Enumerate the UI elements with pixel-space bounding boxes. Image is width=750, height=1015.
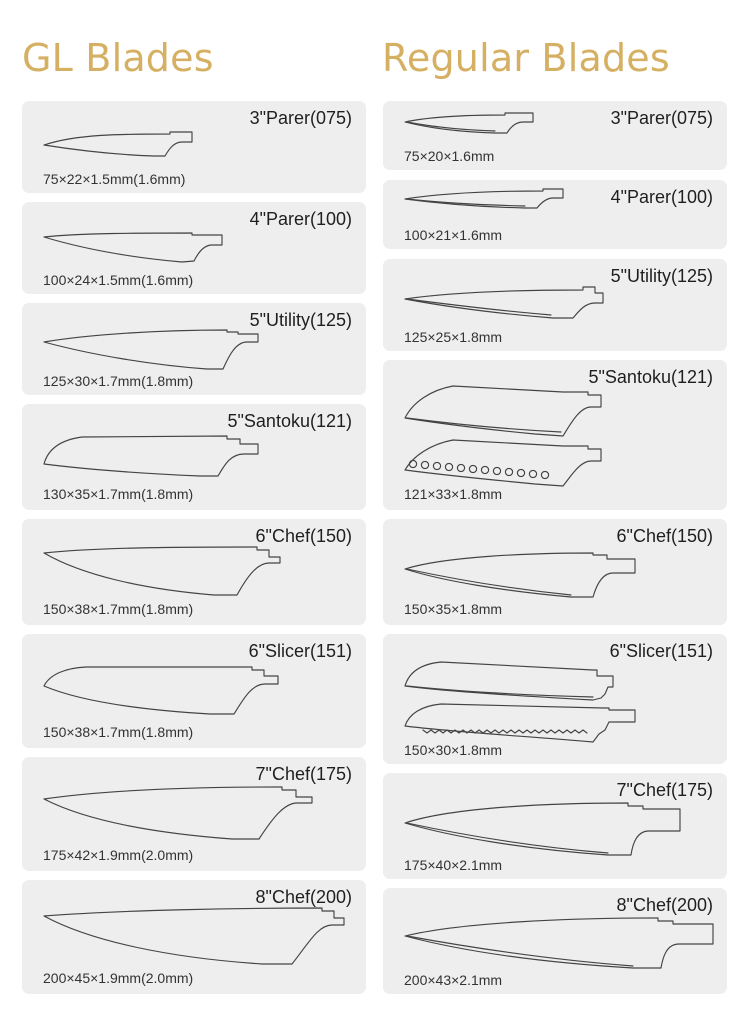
blade-name: 5"Santoku(121) [588, 367, 713, 387]
blade-dimensions: 125×30×1.7mm(1.8mm) [43, 373, 194, 389]
blade-dimensions: 150×38×1.7mm(1.8mm) [43, 601, 194, 617]
regular-blade-card-utility-125 [383, 259, 727, 351]
blade-dimensions: 121×33×1.8mm [404, 486, 503, 502]
regular-blade-card-slicer-151 [383, 634, 727, 764]
blade-name: 6"Chef(150) [255, 526, 352, 546]
blade-name: 3"Parer(075) [610, 108, 713, 128]
blade-dimensions: 75×22×1.5mm(1.6mm) [43, 171, 186, 187]
gl-blade-card-utility-125 [22, 303, 366, 395]
gl-blade-card-parer-075 [22, 101, 366, 193]
gl-blade-card-chef-175 [22, 757, 366, 871]
blade-dimensions: 125×25×1.8mm [404, 329, 503, 345]
regular-blades-title: Regular Blades [382, 36, 670, 80]
regular-blade-card-parer-100 [383, 180, 727, 249]
blade-dimensions: 200×43×2.1mm [404, 972, 503, 988]
gl-blade-card-santoku-121 [22, 404, 366, 510]
blade-name: 4"Parer(100) [249, 209, 352, 229]
blade-dimensions: 150×30×1.8mm [404, 742, 503, 758]
blade-dimensions: 175×42×1.9mm(2.0mm) [43, 847, 194, 863]
blade-dimensions: 100×21×1.6mm [404, 227, 503, 243]
gl-blades-title: GL Blades [22, 36, 214, 80]
blade-name: 7"Chef(175) [616, 780, 713, 800]
gl-blade-card-slicer-151 [22, 634, 366, 748]
gl-blade-card-parer-100 [22, 202, 366, 294]
blade-dimensions: 175×40×2.1mm [404, 857, 503, 873]
gl-blade-card-chef-150 [22, 519, 366, 625]
blade-dimensions: 130×35×1.7mm(1.8mm) [43, 486, 194, 502]
regular-blade-card-chef-150 [383, 519, 727, 625]
blade-name: 5"Utility(125) [249, 310, 352, 330]
blade-name: 5"Santoku(121) [227, 411, 352, 431]
blade-name: 4"Parer(100) [610, 187, 713, 207]
blade-dimensions: 75×20×1.6mm [404, 148, 495, 164]
gl-blade-card-chef-200 [22, 880, 366, 994]
blade-name: 7"Chef(175) [255, 764, 352, 784]
blade-name: 6"Slicer(151) [248, 641, 352, 661]
blade-name: 3"Parer(075) [249, 108, 352, 128]
blade-dimensions: 200×45×1.9mm(2.0mm) [43, 970, 194, 986]
regular-blade-card-chef-175 [383, 773, 727, 879]
regular-blade-card-chef-200 [383, 888, 727, 994]
regular-blade-card-santoku-121 [383, 360, 727, 510]
blade-name: 5"Utility(125) [610, 266, 713, 286]
blade-name: 8"Chef(200) [255, 887, 352, 907]
blade-name: 8"Chef(200) [616, 895, 713, 915]
blade-dimensions: 100×24×1.5mm(1.6mm) [43, 272, 194, 288]
regular-blade-card-parer-075 [383, 101, 727, 170]
blade-name: 6"Chef(150) [616, 526, 713, 546]
blade-dimensions: 150×38×1.7mm(1.8mm) [43, 724, 194, 740]
blade-name: 6"Slicer(151) [609, 641, 713, 661]
blade-dimensions: 150×35×1.8mm [404, 601, 503, 617]
